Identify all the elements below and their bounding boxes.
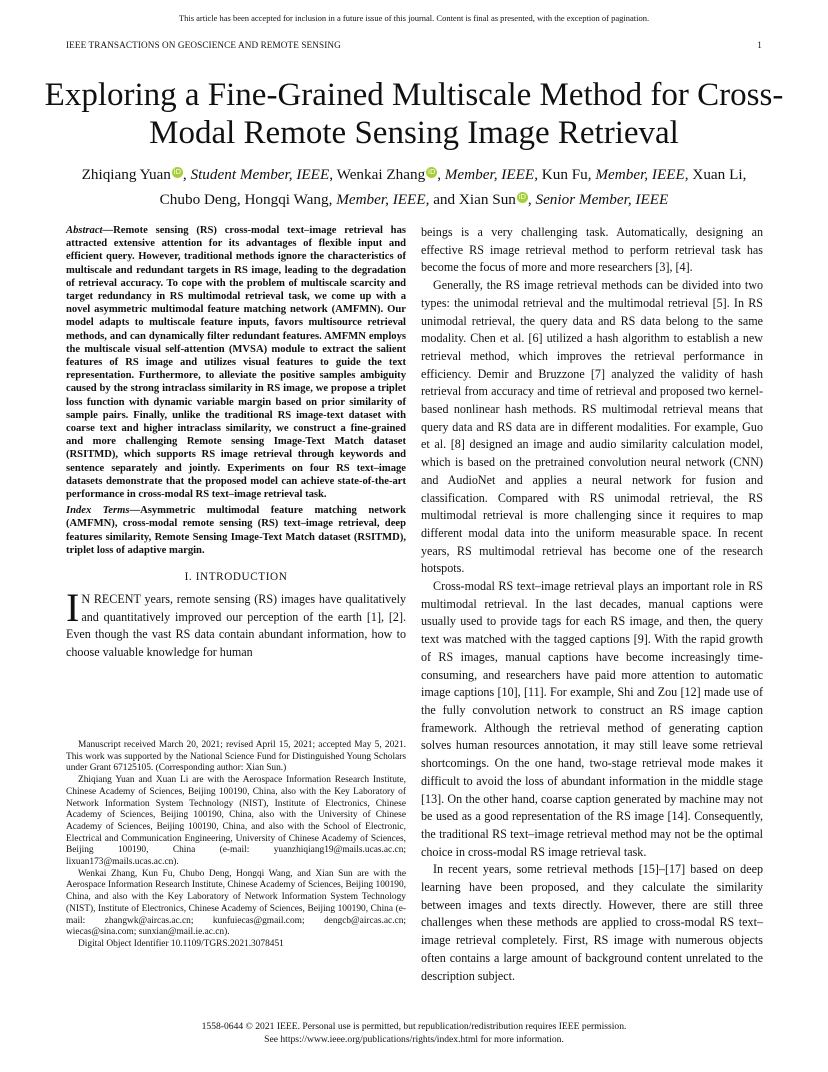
acceptance-notice: This article has been accepted for inclusion in a future issue of this journal. Content is final as presented, with the exception of pagination. [178, 13, 650, 23]
footnote-doi: Digital Object Identifier 10.1109/TGRS.2021.3078451 [78, 938, 284, 949]
footnotes [66, 740, 406, 951]
body-paragraph: In recent years, some retrieval methods [15]–[17] based on deep learning have been proposed, and they calculate the similarity between images and texts directly. However, there are still three challenges when these methods are applied to cross-modal RS text–image retrieval completely. First, RS image with numerous objects often contains a large amount of background content unrelated to the description subject. [421, 862, 763, 983]
rights-link-line: See https://www.ieee.org/publications/rights/index.html for more information. [264, 1034, 564, 1045]
copyright-line: 1558-0644 © 2021 IEEE. Personal use is permitted, but republication/redistribution requires IEEE permission. [201, 1021, 627, 1032]
page-number: 1 [757, 40, 762, 50]
running-head [66, 40, 762, 50]
right-column [421, 224, 763, 985]
author-name: Hongqi Wang [244, 191, 329, 208]
orcid-icon[interactable]: iD [173, 168, 182, 176]
abstract-text: —Remote sensing (RS) cross-modal text–image retrieval has attracted extensive attention for its advantages of flexible input and efficient query. However, traditional methods ignore the characteristics of multiscale and redundant targets in RS image, leading to the degradation of retrieval accuracy. To cope with the problem of multiscale scarcity and target redundancy in RS multimodal retrieval task, we come up with a novel asymmetric multimodal feature matching network (AMFMN). Our model adapts to multiscale feature inputs, favors multisource retrieval methods, and can dynamically filter redundant features. AMFMN employs the multiscale visual self-attention (MVSA) module to extract the salient features of RS image and utilizes visual features to guide the text representation. Furthermore, to alleviate the positive samples ambiguity caused by the strong intraclass similarity in RS image, we propose a triplet loss function with dynamic variable margin based on prior similarity of sample pairs. Finally, unlike the traditional RS image-text dataset with coarse text and higher intraclass similarity, we construct a fine-grained and more challenging Remote sensing Image-Text Match dataset (RSITMD), which supports RS image retrieval through keywords and sentence separately and jointly. Experiments on four RS text–image datasets demonstrate that the proposed model can achieve state-of-the-art performance in cross-modal RS text–image retrieval task. [66, 225, 406, 501]
abstract [66, 224, 406, 501]
author-membership: Senior Member, IEEE [535, 191, 669, 208]
author-membership: Member, IEEE [336, 191, 426, 208]
intro-paragraph [66, 585, 406, 662]
index-terms [66, 504, 406, 557]
author-membership: Student Member, IEEE [190, 166, 330, 183]
author-membership: Member, IEEE [444, 166, 535, 183]
conjunction: and [433, 191, 456, 208]
footnote-manuscript: Manuscript received March 20, 2021; revised April 15, 2021; accepted May 5, 2021. This work was supported by the National Science Fund for Distinguished Young Scholars under Grant 67125105. (Corresponding author: Xian Sun.) [66, 740, 406, 774]
body-paragraph: Generally, the RS image retrieval methods can be divided into two types: the unimodal retrieval and the multimodal retrieval [5]. In RS unimodal retrieval, the query data and RS data belong to the same modality. Chen et al. [6] utilized a hash algorithm to establish a new retrieval method, which improves the retrieval performance in efficiency. Demir and Bruzzone [7] analyzed the validity of hash retrieval from accuracy and time of retrieval and proposed two kernel-based nonlinear hash methods. RS multimodal retrieval means that query data and RS data are in different modalities. For example, Guo et al. [8] designed an image and audio similarity calculation model, which is based on the pretrained convolution neural network (CNN) and AudioNet and applies a neural network for fusion and classification. Compared with RS unimodal retrieval, the RS multimodal retrieval is more challenging since it requires to map different modal data into the uniform measurable space. In recent years, RS multimodal retrieval has become one of the research hotspots. [421, 278, 763, 576]
orcid-icon[interactable]: iD [428, 168, 436, 176]
abstract-label: Abstract [66, 225, 103, 236]
body-paragraph: beings is a very challenging task. Automatically, designing an effective RS image retrieval method to perform retrieval task has become the focus of more and more researchers [3], [4]. [421, 225, 763, 275]
author-membership: Member, IEEE [595, 166, 685, 183]
index-terms-text: —Asymmetric multimodal feature matching network (AMFMN), cross-modal remote sensing (RS) text–image retrieval, deep features similarity, Remote Sensing Image-Text Match dataset (RSITMD), triplet loss of adaptive margin. [66, 505, 406, 556]
author-name: Xuan Li, [692, 166, 747, 183]
author-name: Zhiqiang Yuan [81, 166, 171, 183]
journal-name: IEEE TRANSACTIONS ON GEOSCIENCE AND REMOTE SENSING [66, 40, 341, 50]
left-column [66, 224, 406, 662]
index-terms-label: Index Terms [66, 505, 130, 517]
author-name: Kun Fu [541, 166, 588, 183]
body-paragraph: Cross-modal RS text–image retrieval plays an important role in RS multimodal retrieval. In the last decades, manual captions were usually used to provide tags for each RS image, and then, the query text was matched with the tagged captions [9]. With the rapid growth of RS images, manual captions have become increasingly time-consuming, and researchers have paid more attention to automatic image captions [10], [11]. For example, Shi and Zou [12] made use of the fully convolution network to construct an RS image caption framework. Although the retrieval method of generating caption solves human resources annotation, it may still leave some retrieval shortcomings. On the one hand, two-stage retrieval mode makes it difficult to avoid the loss of abundant information in the middle stage [13]. On the other hand, coarse caption generated by machine may not be used as a good representation of the RS image [14]. Consequently, the traditional RS text–image retrieval method may not be the optimal choice in cross-modal RS image retrieval task. [421, 579, 763, 859]
author-list: Zhiqiang Yuan iD , Student Member, IEEE, Wenkai Zhang iD , Member, IEEE, Kun Fu, Member, IEEE, Xuan Li, Chubo Deng, Hongqi Wang, Member, IEEE, and Xian Sun iD , Senior Member, IEEE [81, 166, 747, 208]
footnote-affiliation: Zhiqiang Yuan and Xuan Li are with the Aerospace Information Research Institute, Chinese Academy of Sciences, Beijing 100190, China, also with the Key Laboratory of Network Information System Technology (NIST), Institute of Electronics, Chinese Academy of Sciences, Beijing 100190, China, also with the University of Chinese Academy of Sciences, Beijing 100190, China, and also with the School of Electronic, Electrical and Communication Engineering, University of Chinese Academy of Sciences, Beijing 100190, China (e-mail: yuanzhiqiang19@mails.ucas.ac.cn; lixuan173@mails.ucas.ac.cn). [66, 775, 406, 868]
author-name: Wenkai Zhang [336, 166, 426, 183]
abstract-block [66, 224, 406, 557]
section-heading: I. INTRODUCTION [184, 571, 288, 584]
author-name: Chubo Deng [159, 191, 237, 208]
paper-title: Exploring a Fine-Grained Multiscale Method for Cross-Modal Remote Sensing Image Retrieval [44, 77, 784, 151]
orcid-icon[interactable]: iD [518, 193, 527, 201]
drop-cap: I [66, 585, 80, 631]
footnote-affiliation: Wenkai Zhang, Kun Fu, Chubo Deng, Hongqi Wang, and Xian Sun are with the Aerospace Information Research Institute, Chinese Academy of Sciences, Beijing 100190, China, and also with the Key Laboratory of Network Information System Technology (NIST), Institute of Electronics, Chinese Academy of Sciences, Beijing 100190, China (e-mail: zhangwk@aircas.ac.cn; kunfuiecas@gmail.com; dengcb@aircas.ac.cn; wiecas@sina.com; sunxian@mail.ie.ac.cn). [66, 868, 406, 938]
intro-paragraph-text: N RECENT years, remote sensing (RS) images have qualitatively and quantitatively improved our perception of the earth [1], [2]. Even though the vast RS data contain abundant information, how to choose valuable knowledge for human [66, 592, 406, 660]
author-name: Xian Sun [458, 191, 516, 208]
